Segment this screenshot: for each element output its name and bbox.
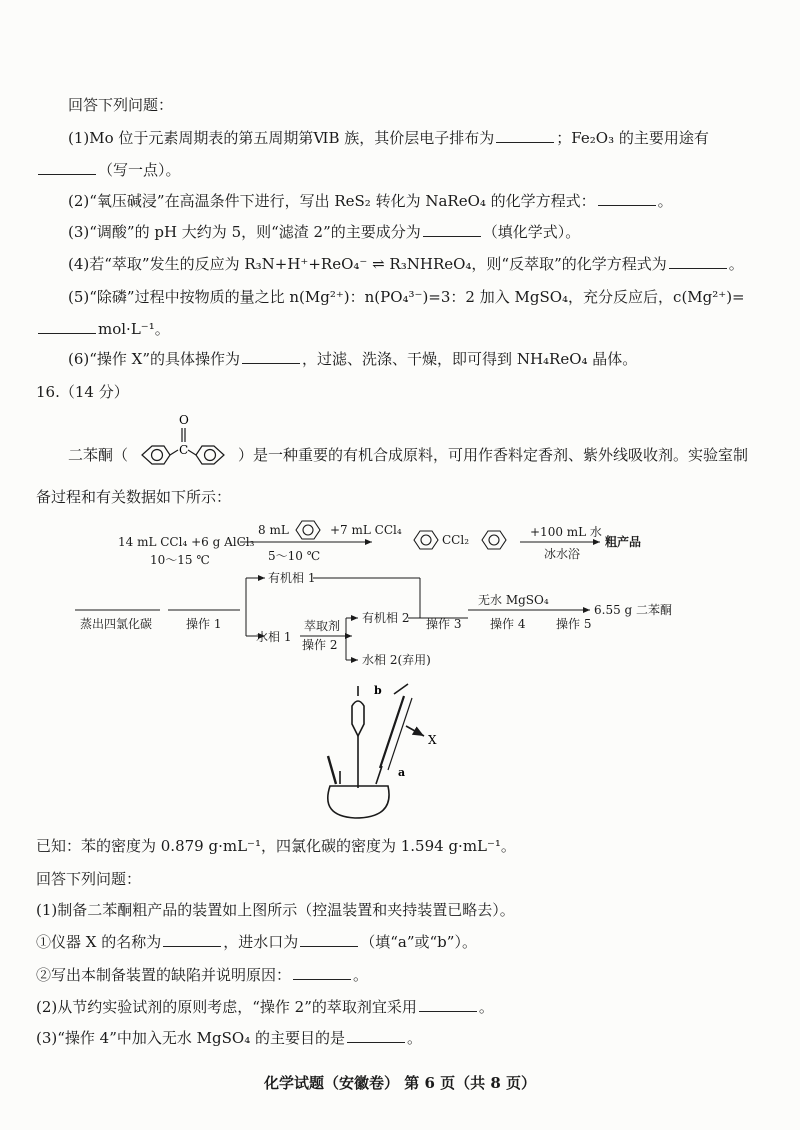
apparatus-diagram: [310, 676, 460, 826]
flow-crude-product: 粗产品: [605, 535, 642, 549]
benzene-ring-right: [196, 446, 224, 464]
flow-op3: 操作 3: [426, 617, 462, 631]
intermediate-ring-left: [414, 531, 438, 549]
q15-5-text-a: (5)“除磷”过程中按物质的量之比 n(Mg²⁺)：n(PO₄³⁻)=3：2 加入 MgSO₄，充分反应后，c(Mg²⁺)=: [68, 288, 745, 306]
intermediate-ring-left-circle: [421, 535, 431, 545]
dropping-funnel: [352, 701, 364, 736]
q15-1-text-b: ；Fe₂O₃ 的主要用途有: [556, 129, 709, 147]
q16-1-2: ②写出本制备装置的缺陷并说明原因： 。: [36, 966, 369, 984]
flow-op2: 操作 2: [302, 638, 338, 652]
label-a: a: [398, 766, 406, 779]
answer-blank: [300, 934, 358, 947]
q15-5-line1: [68, 286, 745, 307]
label-x: X: [428, 733, 437, 747]
answer-blank: [419, 999, 477, 1012]
flow-distill: 蒸出四氯化碳: [80, 617, 153, 631]
benzophenone-structure: [130, 410, 236, 470]
answer-blank: [38, 321, 96, 334]
benzene-reagent-circle: [303, 525, 313, 535]
answer-blank: [669, 256, 727, 269]
q16-2: (2)从节约实验试剂的原则考虑，“操作 2”的萃取剂宜采用 。: [36, 998, 494, 1016]
flow-op4: 操作 4: [490, 617, 526, 631]
q16-3: (3)“操作 4”中加入无水 MgSO₄ 的主要目的是 。: [36, 1029, 422, 1047]
thermometer: [328, 756, 336, 784]
flow-organic2: 有机相 2: [362, 611, 410, 625]
q15-3-text-a: (3)“调酸”的 pH 大约为 5，则“滤渣 2”的主要成分为: [68, 223, 421, 241]
benzene-ring-left: [142, 446, 170, 464]
q15-6: [68, 348, 637, 369]
flow-reagent-ccl4: +7 mL CCl₄: [330, 523, 402, 537]
three-neck-flask: [328, 786, 389, 818]
label-b: b: [374, 684, 382, 697]
process-flow-diagram: [0, 510, 800, 670]
flow-aqueous2: 水相 2(弃用): [362, 653, 431, 667]
flow-icebath: 冰水浴: [544, 547, 581, 561]
q16-intro-line2: 备过程和有关数据如下所示：: [36, 488, 232, 506]
intermediate-ring-right: [482, 531, 506, 549]
answer-blank: [163, 934, 221, 947]
flow-extractant: 萃取剂: [304, 619, 341, 633]
flow-temp: 5～10 ℃: [268, 549, 321, 563]
intro-text: 回答下列问题：: [68, 96, 174, 114]
flow-aqueous1: 水相 1: [256, 630, 292, 644]
q16-1: (1)制备二苯酮粗产品的装置如上图所示（控温装置和夹持装置已略去）。: [36, 901, 515, 919]
flow-water: +100 mL 水: [530, 525, 602, 539]
flow-mgso4: 无水 MgSO₄: [478, 593, 549, 607]
q15-1-text-c: （写一点）。: [98, 161, 181, 179]
q15-6-text-a: (6)“操作 X”的具体操作为: [68, 350, 241, 368]
q15-3-text-b: （填化学式）。: [482, 223, 581, 241]
flow-final-product: 6.55 g 二苯酮: [594, 603, 673, 617]
answer-blank: [293, 967, 351, 980]
answer-blank: [496, 130, 554, 143]
q15-4: (4)若“萃取”发生的反应为 R₃N+H⁺+ReO₄⁻ ⇌ R₃NHReO₄，则“反萃取”的化学方程式为 。: [68, 255, 744, 273]
q16-3-text: (3)“操作 4”中加入无水 MgSO₄ 的主要目的是: [36, 1029, 345, 1047]
q16-1-2-text: ②写出本制备装置的缺陷并说明原因：: [36, 966, 292, 984]
q16-2-text: (2)从节约实验试剂的原则考虑，“操作 2”的萃取剂宜采用: [36, 998, 417, 1016]
q15-3: [68, 221, 580, 242]
flow-start-temp: 10～15 ℃: [150, 553, 210, 567]
q16-intro-suffix: ）是一种重要的有机合成原料，可用作香料定香剂、紫外线吸收剂。实验室制: [238, 446, 749, 464]
q16-1-1-text-c: （填“a”或“b”）。: [360, 933, 477, 951]
answer-blank: [38, 162, 96, 175]
q16-1-1: [36, 931, 477, 952]
flow-start-reagents: 14 mL CCl₄ +6 g AlCl₃: [118, 535, 255, 549]
q15-5-text-b: mol·L⁻¹。: [98, 320, 170, 338]
answer-heading: 回答下列问题：: [36, 870, 142, 888]
benzene-ring-right-circle: [205, 450, 216, 461]
q16-intro-prefix: 二苯酮（: [68, 446, 129, 464]
q16-header: 16.（14 分）: [36, 383, 129, 401]
q15-4-text: (4)若“萃取”发生的反应为 R₃N+H⁺+ReO₄⁻ ⇌ R₃NHReO₄，则“反萃取”的化学方程式为: [68, 255, 667, 273]
answer-blank: [242, 351, 300, 364]
answer-blank: [423, 224, 481, 237]
q15-1-line2: [36, 159, 181, 180]
benzene-reagent-ring: [296, 521, 320, 539]
q16-1-1-text-a: ①仪器 X 的名称为: [36, 933, 162, 951]
flow-op1: 操作 1: [186, 617, 222, 631]
q15-1-text-a: (1)Mo 位于元素周期表的第五周期第ⅥB 族，其价层电子排布为: [68, 129, 495, 147]
intermediate-ring-right-circle: [489, 535, 499, 545]
flow-intermediate: CCl₂: [442, 533, 470, 547]
q15-2: (2)“氧压碱浸”在高温条件下进行，写出 ReS₂ 转化为 NaReO₄ 的化学方程式： 。: [68, 192, 673, 210]
q15-1-line1: [68, 127, 709, 148]
q16-1-1-text-b: ，进水口为: [223, 933, 299, 951]
flow-organic1: 有机相 1: [268, 571, 316, 585]
carbonyl-oxygen: O: [179, 413, 189, 427]
flow-op5: 操作 5: [556, 617, 592, 631]
q15-6-text-b: ，过滤、洗涤、干燥，即可得到 NH₄ReO₄ 晶体。: [302, 350, 638, 368]
answer-blank: [347, 1030, 405, 1043]
known-data: 已知：苯的密度为 0.879 g·mL⁻¹，四氯化碳的密度为 1.594 g·mL⁻¹。: [36, 837, 516, 855]
flow-reagent-volume: 8 mL: [258, 523, 289, 537]
page-footer: 化学试题（安徽卷） 第 6 页（共 8 页）: [264, 1074, 536, 1092]
q15-5-line2: [36, 318, 170, 339]
benzene-ring-left-circle: [152, 450, 163, 461]
q15-2-text: (2)“氧压碱浸”在高温条件下进行，写出 ReS₂ 转化为 NaReO₄ 的化学方程式：: [68, 192, 596, 210]
carbonyl-carbon: C: [179, 443, 189, 457]
answer-blank: [598, 193, 656, 206]
